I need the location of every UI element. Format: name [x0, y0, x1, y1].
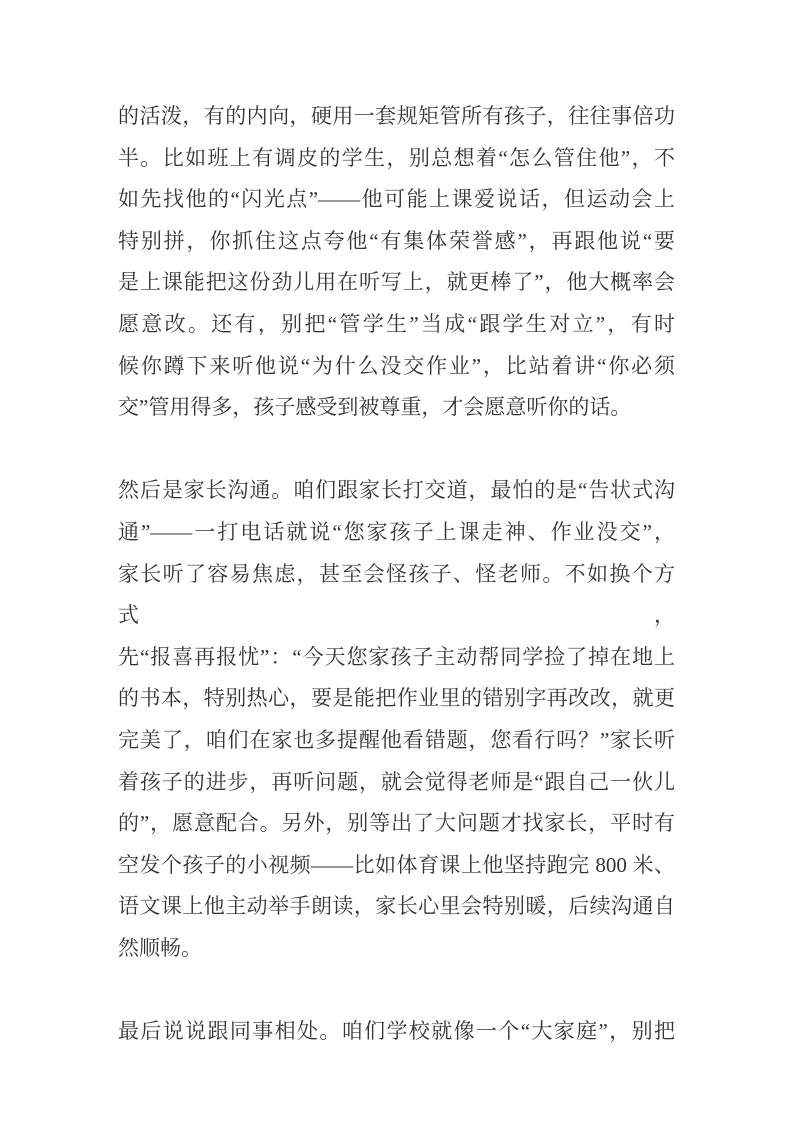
document-body	[118, 96, 675, 1053]
text-line: 家长听了容易焦虑，甚至会怪孩子、怪老师。不如换个方式，	[118, 561, 675, 628]
text-line: 是上课能把这份劲儿用在听写上，就更棒了”，他大概率会	[118, 270, 675, 295]
text-line: 然后是家长沟通。咱们跟家长打交道，最怕的是“告状式沟	[118, 478, 675, 503]
text-line: 然顺畅。	[118, 935, 202, 960]
text-line: 如先找他的“闪光点”——他可能上课爱说话，但运动会上	[118, 187, 675, 212]
text-line: 愿意改。还有，别把“管学生”当成“跟学生对立”，有时	[118, 311, 675, 336]
text-line: 着孩子的进步，再听问题，就会觉得老师是“跟自己一伙儿	[118, 769, 675, 794]
text-line: 半。比如班上有调皮的学生，别总想着“怎么管住他”，不	[118, 145, 675, 170]
text-line: 空发个孩子的小视频——比如体育课上他坚持跑完 800 米、	[118, 852, 675, 877]
text-line: 候你蹲下来听他说“为什么没交作业”，比站着讲“你必须	[118, 353, 675, 378]
paragraph	[118, 1011, 675, 1053]
text-line: 语文课上他主动举手朗读，家长心里会特别暖，后续沟通自	[118, 894, 675, 919]
paragraph	[118, 96, 675, 429]
text-line: 通”——一打电话就说“您家孩子上课走神、作业没交”，	[118, 519, 675, 544]
paragraph	[118, 470, 675, 969]
text-line: 完美了，咱们在家也多提醒他看错题，您看行吗？”家长听	[118, 727, 675, 752]
text-line: 的书本，特别热心，要是能把作业里的错别字再改改，就更	[118, 686, 675, 711]
text-line: 特别拼，你抓住这点夸他“有集体荣誉感”，再跟他说“要	[118, 228, 675, 253]
text-line: 的活泼，有的内向，硬用一套规矩管所有孩子，往往事倍功	[118, 104, 675, 128]
text-line: 先“报喜再报忧”：“今天您家孩子主动帮同学捡了掉在地上	[118, 644, 675, 669]
text-line: 交”管用得多，孩子感受到被尊重，才会愿意听你的话。	[118, 395, 632, 420]
text-line: 的”，愿意配合。另外，别等出了大问题才找家长，平时有	[118, 811, 675, 836]
text-line: 最后说说跟同事相处。咱们学校就像一个“大家庭”，别把	[118, 1019, 675, 1044]
